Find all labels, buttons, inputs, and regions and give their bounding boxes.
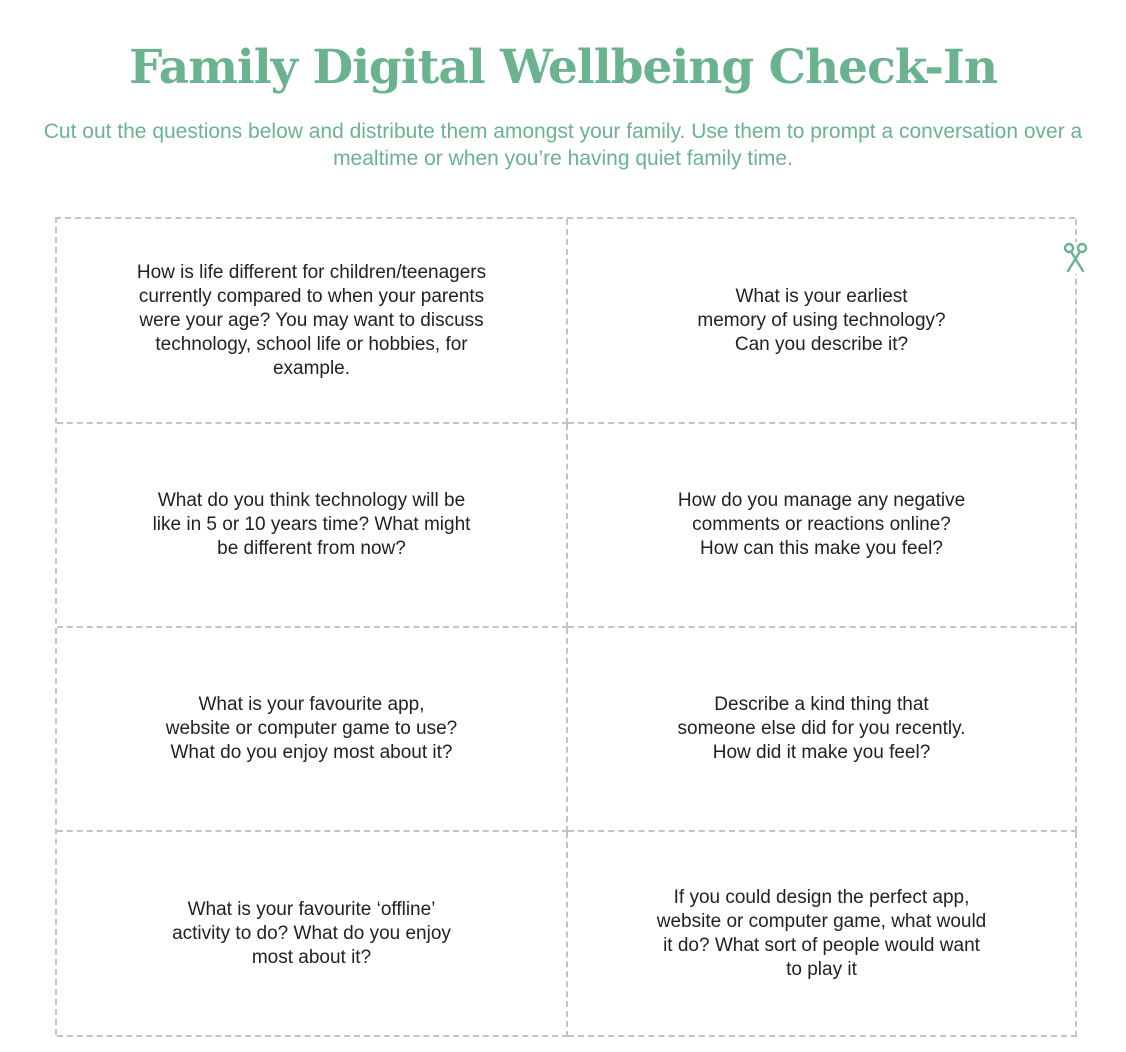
question-card (57, 628, 568, 832)
question-card-grid (55, 217, 1075, 1035)
question-card (568, 628, 1077, 832)
question-text: What is your favourite ‘offline’ activity to do? What do you enjoy most about it? (172, 898, 451, 968)
question-card (568, 424, 1077, 628)
question-text: What is your earliest memory of using technology? Can you describe it? (697, 285, 946, 355)
question-card (568, 219, 1077, 424)
scissors-icon (1062, 242, 1090, 274)
question-card (568, 832, 1077, 1037)
question-card (57, 219, 568, 424)
question-text: How do you manage any negative comments or reactions online? How can this make you feel? (677, 490, 966, 559)
question-card (57, 832, 568, 1037)
question-card (57, 424, 568, 628)
question-text: What is your favourite app, website or computer game to use? What do you enjoy most about it? (165, 694, 458, 763)
question-text: Describe a kind thing that someone else did for you recently. How did it make you feel? (677, 694, 966, 763)
instructions-text: Cut out the questions below and distribute them amongst your family. Use them to prompt a conversation over a mealtime or when you’re having quiet family time. (43, 120, 1083, 170)
question-text: What do you think technology will be like in 5 or 10 years time? What might be different from now? (152, 490, 471, 559)
question-text: How is life different for children/teenagers currently compared to when your parents were your age? You may want to discuss technology, school life or hobbies, for example. (136, 261, 487, 379)
question-text: If you could design the perfect app, website or computer game, what would it do? What sort of people would want to play it (656, 886, 987, 980)
page-title: Family Digital Wellbeing Check-In (128, 40, 998, 95)
